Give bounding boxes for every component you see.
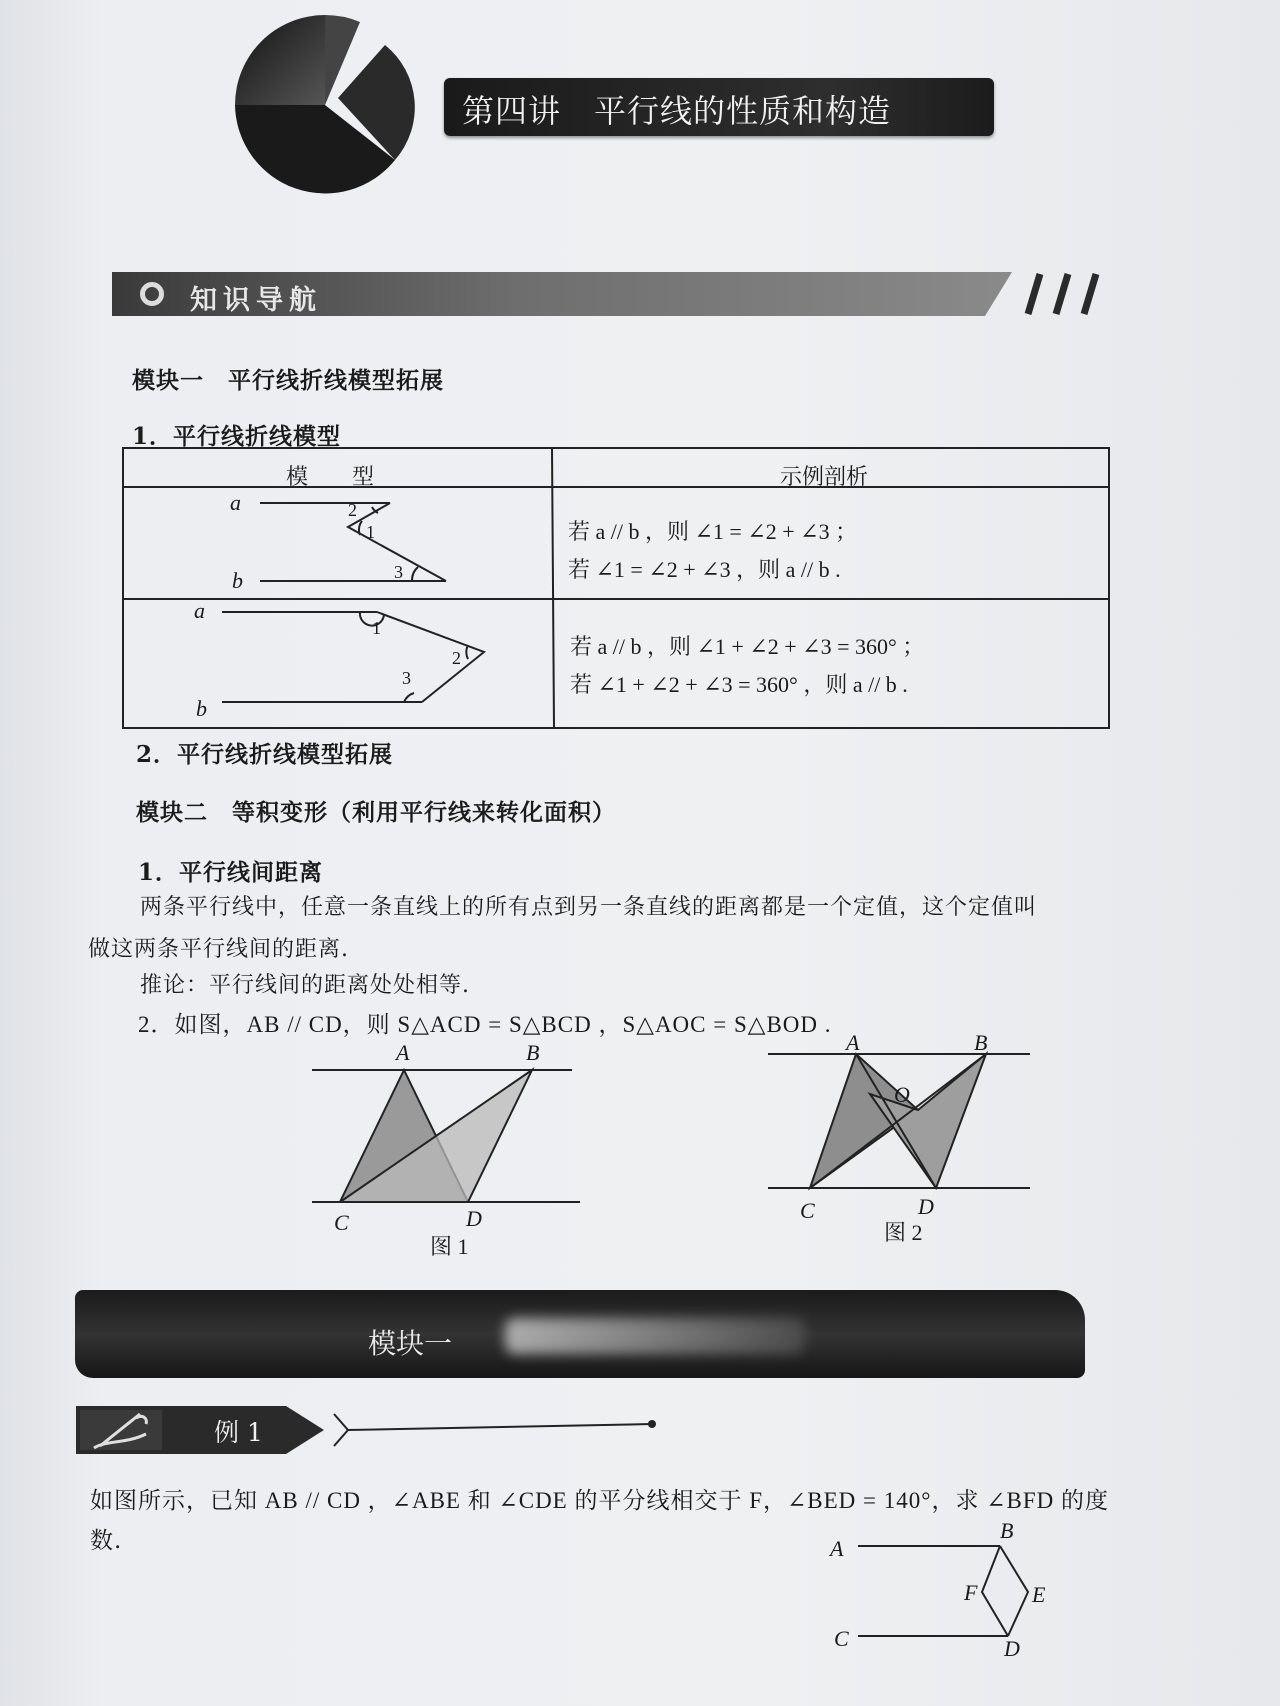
- fig1-label-C: C: [334, 1210, 349, 1235]
- slash-marks-icon: [1010, 270, 1120, 320]
- ex-label-C: C: [834, 1626, 849, 1651]
- example-text-line1: 如图所示，已知 AB // CD ，∠ABE 和 ∠CDE 的平分线相交于 F，∠BED = 140°，求 ∠BFD 的度: [90, 1488, 1109, 1513]
- module2-heading: 模块二 等积变形（利用平行线来转化面积）: [136, 799, 616, 826]
- fig2-label-B: B: [974, 1030, 988, 1055]
- label-2-1: 2: [348, 500, 357, 520]
- ex-label-F: F: [964, 1580, 978, 1605]
- label-2-2: 2: [452, 648, 461, 668]
- col-header-model: 模 型: [286, 465, 375, 490]
- fig2-label-A: A: [846, 1030, 860, 1055]
- row1-line2: 若 ∠1 = ∠2 + ∠3 ，则 a // b .: [568, 557, 841, 582]
- banner-highlight: [505, 1318, 805, 1354]
- ex-label-B: B: [1000, 1518, 1014, 1543]
- row2-line2: 若 ∠1 + ∠2 + ∠3 = 360° ，则 a // b .: [570, 672, 908, 697]
- label-1-1: 1: [366, 522, 375, 542]
- fig2-label-D: D: [918, 1194, 934, 1219]
- fig1-label-B: B: [526, 1040, 540, 1065]
- module2-para1-line1: 两条平行线中，任意一条直线上的所有点到另一条直线的距离都是一个定值，这个定值叫: [140, 895, 1038, 920]
- fig2-label-O: O: [894, 1082, 910, 1107]
- zigzag-model-2: [222, 612, 484, 702]
- example-pointer-line: [330, 1410, 660, 1450]
- module2-sub2: 2．如图，AB // CD，则 S△ACD = S△BCD ，S△AOC = S△BOD .: [138, 1012, 832, 1037]
- row1-line1: 若 a // b ，则 ∠1 = ∠2 + ∠3 ；: [568, 519, 858, 544]
- chapter-logo: [220, 10, 440, 200]
- label-3-2: 3: [402, 668, 411, 688]
- example-text-line2: 数.: [90, 1528, 123, 1554]
- area-figures: [300, 1030, 1060, 1260]
- label-a-1: a: [230, 490, 241, 515]
- module2-sub1: 1．平行线间距离: [138, 859, 324, 886]
- module1-sub2: 2．平行线折线模型拓展: [136, 741, 394, 768]
- row2-line1: 若 a // b ，则 ∠1 + ∠2 + ∠3 = 360° ；: [570, 634, 925, 659]
- figure-2: [768, 1054, 1030, 1188]
- fig2-label-C: C: [800, 1198, 815, 1223]
- ex-label-D: D: [1004, 1636, 1020, 1661]
- fig1-caption: 图 1: [430, 1234, 469, 1259]
- col-header-example: 示例剖析: [780, 465, 869, 490]
- label-1-2: 1: [372, 618, 381, 638]
- module-banner-label: 模块一: [368, 1327, 453, 1360]
- module2-para1-line2: 做这两条平行线间的距离.: [88, 937, 349, 962]
- chapter-title: 第四讲 平行线的性质和构造: [462, 92, 892, 130]
- section-title: 知识导航: [190, 285, 322, 316]
- label-b-2: b: [196, 696, 207, 721]
- label-b-1: b: [232, 568, 243, 593]
- module2-para2: 推论：平行线间的距离处处相等.: [140, 973, 470, 998]
- label-a-2: a: [194, 598, 205, 623]
- fig2-caption: 图 2: [884, 1220, 923, 1245]
- label-3-1: 3: [394, 562, 403, 582]
- example-badge: [76, 1404, 326, 1456]
- ex-label-E: E: [1032, 1582, 1046, 1607]
- circle-bullet-icon: [140, 282, 164, 306]
- figure-1: [312, 1070, 580, 1202]
- ex-label-A: A: [830, 1536, 844, 1561]
- fig1-label-D: D: [466, 1206, 482, 1231]
- module1-sub1: 1．平行线折线模型: [132, 423, 342, 450]
- example-label: 例 1: [214, 1418, 263, 1447]
- fig1-label-A: A: [396, 1040, 410, 1065]
- module1-heading: 模块一 平行线折线模型拓展: [132, 367, 444, 394]
